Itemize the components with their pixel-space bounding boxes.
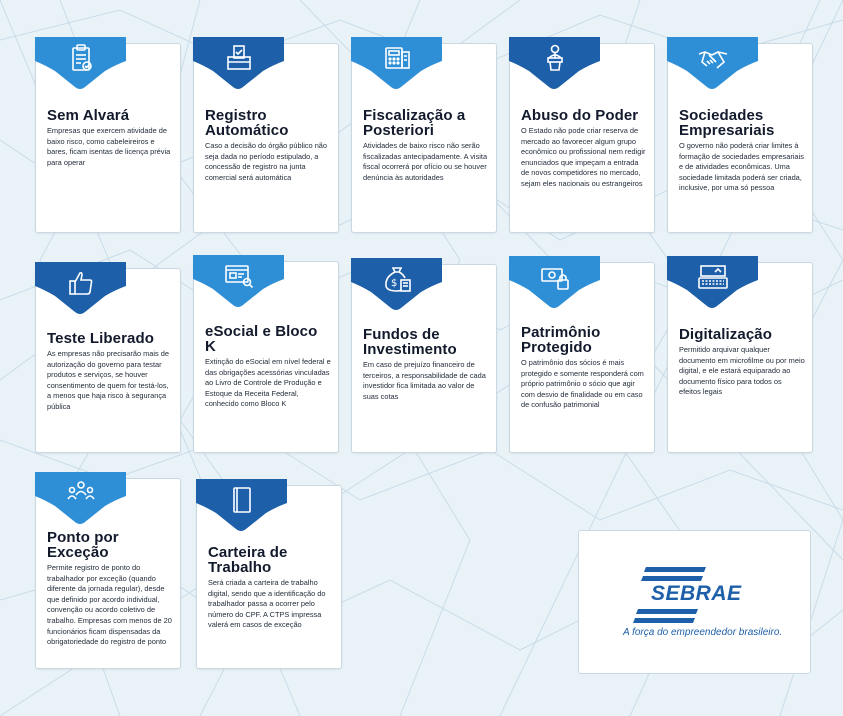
card-badge bbox=[193, 255, 284, 309]
keyboard-icon bbox=[697, 261, 729, 293]
brand-tagline: A força do empreendedor brasileiro. bbox=[623, 627, 783, 638]
card-badge bbox=[193, 37, 284, 91]
card-fundos-de-investimento bbox=[351, 264, 497, 453]
card-text: O Estado não pode criar reserva de mercado ao favorecer algum grupo econômico ou profissional nem redigir enunciados que impeçam a entrada de novos competidores no mercado, sejam eles nacionais ou estrangeiros bbox=[521, 126, 646, 188]
sebrae-logo-box bbox=[578, 530, 811, 674]
card-text: Em caso de prejuízo financeiro de terceiros, a responsabilidade de cada investidor fica limitada ao valor de suas cotas bbox=[363, 360, 486, 401]
card-badge bbox=[351, 37, 442, 91]
card-title: Carteira de Trabalho bbox=[208, 544, 288, 576]
card-title: eSocial e Bloco K bbox=[205, 323, 318, 355]
card-carteira-de-trabalho bbox=[196, 485, 342, 669]
card-text: Será criada a carteira de trabalho digital, sendo que a identificação do trabalhador passa a ocorrer pelo número do CPF. A CTPS impressa valerá em casos de exceção bbox=[208, 578, 326, 630]
card-text: Caso a decisão do órgão público não seja dada no período estipulado, a concessão de registro na junta comercial será automática bbox=[205, 141, 328, 182]
card-digitalizacao bbox=[667, 262, 813, 453]
card-badge bbox=[667, 256, 758, 310]
speaker-podium-icon bbox=[539, 42, 571, 74]
card-registro-automatico bbox=[193, 43, 339, 233]
handshake-icon bbox=[697, 42, 729, 74]
card-title: Digitalização bbox=[679, 326, 772, 343]
card-text: As empresas não precisarão mais de autorização do governo para testar produtos e serviços, se houver consentimento de quem for testá-los, a menos que haja risco à segurança pública bbox=[47, 349, 170, 411]
card-badge bbox=[509, 256, 600, 310]
card-badge bbox=[351, 258, 442, 312]
card-text: O patrimônio dos sócios é mais protegido e somente responderá com próprio patrimônio o sócio que agir com desvio de finalidade ou em caso de confusão patrimonial bbox=[521, 358, 644, 410]
card-title: Abuso do Poder bbox=[521, 107, 639, 124]
svg-text:$: $ bbox=[391, 278, 398, 289]
card-text: Permite registro de ponto do trabalhador por exceção (quando diferente da jornada regular), desde que definido por acordo individual, convenção ou acordo coletivo de trabalho. Empresas com menos de 20 funcionários ficam dispensadas da obrigatoriedade do registro de ponto bbox=[47, 563, 172, 647]
card-title: Patrimônio Protegido bbox=[521, 324, 601, 356]
people-group-icon bbox=[65, 477, 97, 509]
card-title: Fiscalização a Posteriori bbox=[363, 107, 466, 139]
card-text: Extinção do eSocial em nível federal e das obrigações acessórias vinculadas ao Livro de Controle de Produção e Estoque da Receita Federal, conhecido como Bloco K bbox=[205, 357, 331, 409]
card-text: Permitido arquivar qualquer documento em microfilme ou por meio digital, e ele estará equiparado ao documento físico para todos os efeitos legais bbox=[679, 345, 805, 397]
ballot-box-icon bbox=[223, 42, 255, 74]
card-title: Sociedades Empresariais bbox=[679, 107, 775, 139]
card-abuso-do-poder bbox=[509, 43, 655, 233]
card-text: Atividades de baixo risco não serão fiscalizadas antecipadamente. A visita fiscal ocorrerá por ofício ou se houver denúncia às autoridades bbox=[363, 141, 488, 182]
card-badge bbox=[35, 37, 126, 91]
card-text: Empresas que exercem atividade de baixo risco, como cabeleireiros e bares, ficam isentas de licença prévia para operar bbox=[47, 126, 171, 167]
calculator-icon bbox=[381, 42, 413, 74]
card-badge bbox=[509, 37, 600, 91]
card-ponto-por-excecao bbox=[35, 478, 181, 669]
card-teste-liberado bbox=[35, 268, 181, 453]
clipboard-check-icon bbox=[65, 42, 97, 74]
card-text: O governo não poderá criar limites à formação de sociedades empresariais e de atividades econômicas. Uma sociedade limitada poderá ser criada, inclusive, por uma só pessoa bbox=[679, 141, 804, 193]
card-title: Sem Alvará bbox=[47, 107, 130, 124]
money-lock-icon bbox=[539, 261, 571, 293]
work-booklet-icon bbox=[226, 484, 258, 516]
thumbs-up-icon bbox=[65, 267, 97, 299]
card-sociedades-empresariais bbox=[667, 43, 813, 233]
card-title: Registro Automático bbox=[205, 107, 289, 139]
brand-name: SEBRAE bbox=[651, 582, 742, 605]
computer-search-icon bbox=[223, 260, 255, 292]
card-badge bbox=[667, 37, 758, 91]
card-badge bbox=[35, 472, 126, 526]
card-esocial-bloco-k bbox=[193, 261, 339, 453]
card-title: Ponto por Exceção bbox=[47, 529, 119, 561]
card-sem-alvara bbox=[35, 43, 181, 233]
card-badge bbox=[35, 262, 126, 316]
card-patrimonio-protegido bbox=[509, 262, 655, 453]
card-title: Teste Liberado bbox=[47, 330, 154, 347]
money-bag-icon bbox=[381, 263, 413, 295]
card-badge bbox=[196, 479, 287, 533]
card-fiscalizacao bbox=[351, 43, 497, 233]
card-title: Fundos de Investimento bbox=[363, 326, 457, 358]
